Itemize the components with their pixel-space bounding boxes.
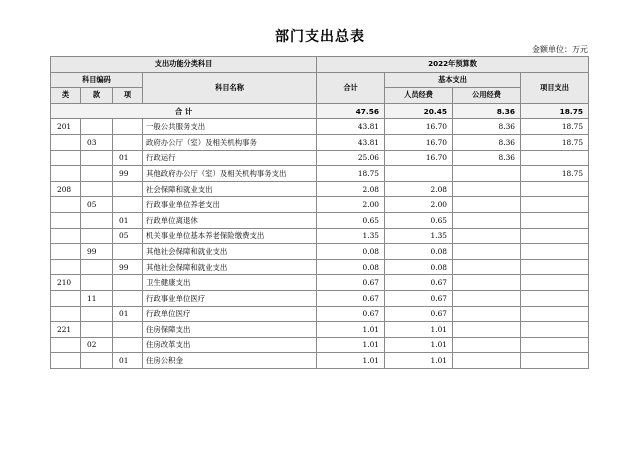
subject-name-cell: 其他社会保障和就业支出 <box>143 259 317 275</box>
public-cell <box>453 275 521 291</box>
kuan-cell: 02 <box>81 337 113 353</box>
subject-name-cell: 政府办公厅（室）及相关机构事务 <box>143 134 317 150</box>
project-cell <box>521 337 589 353</box>
lei-cell: 208 <box>51 181 81 197</box>
xiang-cell <box>113 322 143 338</box>
xiang-cell: 99 <box>113 259 143 275</box>
table-row <box>51 244 589 260</box>
personnel-cell: 2.00 <box>385 197 453 213</box>
personnel-cell: 0.65 <box>385 212 453 228</box>
project-cell: 18.75 <box>521 166 589 182</box>
total-row <box>51 103 589 119</box>
header-public: 公用经费 <box>453 88 521 104</box>
table-row <box>51 290 589 306</box>
subject-name-cell: 机关事业单位基本养老保险缴费支出 <box>143 228 317 244</box>
subject-name-cell: 其他社会保障和就业支出 <box>143 244 317 260</box>
kuan-cell <box>81 228 113 244</box>
project-cell <box>521 290 589 306</box>
header-subject-name: 科目名称 <box>143 72 317 103</box>
subject-name-cell: 行政单位离退休 <box>143 212 317 228</box>
total-cell: 43.81 <box>317 134 385 150</box>
public-cell: 8.36 <box>453 119 521 135</box>
kuan-cell <box>81 322 113 338</box>
personnel-cell: 1.01 <box>385 337 453 353</box>
public-cell <box>453 228 521 244</box>
personnel-cell: 2.08 <box>385 181 453 197</box>
table-row <box>51 197 589 213</box>
table-row <box>51 134 589 150</box>
header-basic: 基本支出 <box>385 72 521 88</box>
public-cell <box>453 337 521 353</box>
xiang-cell <box>113 337 143 353</box>
public-cell <box>453 166 521 182</box>
public-cell <box>453 290 521 306</box>
subject-name-cell: 住房公积金 <box>143 353 317 369</box>
personnel-cell: 1.35 <box>385 228 453 244</box>
xiang-cell <box>113 134 143 150</box>
subject-name-cell: 住房保障支出 <box>143 322 317 338</box>
header-budget-year: 2022年预算数 <box>317 57 589 73</box>
project-cell <box>521 306 589 322</box>
project-cell: 18.75 <box>521 134 589 150</box>
kuan-cell <box>81 119 113 135</box>
kuan-cell: 11 <box>81 290 113 306</box>
public-cell <box>453 181 521 197</box>
kuan-cell <box>81 306 113 322</box>
project-cell <box>521 212 589 228</box>
table-row <box>51 275 589 291</box>
lei-cell <box>51 244 81 260</box>
total-cell: 0.65 <box>317 212 385 228</box>
kuan-cell: 03 <box>81 134 113 150</box>
total-cell: 43.81 <box>317 119 385 135</box>
lei-cell: 221 <box>51 322 81 338</box>
xiang-cell: 01 <box>113 353 143 369</box>
table-row <box>51 353 589 369</box>
subject-name-cell: 行政运行 <box>143 150 317 166</box>
table-row <box>51 228 589 244</box>
project-cell <box>521 181 589 197</box>
public-cell: 8.36 <box>453 150 521 166</box>
lei-cell <box>51 259 81 275</box>
kuan-cell <box>81 212 113 228</box>
unit-label: 金额单位：万元 <box>532 45 588 54</box>
table-row <box>51 306 589 322</box>
lei-cell <box>51 306 81 322</box>
personnel-cell: 0.08 <box>385 259 453 275</box>
total-cell: 1.01 <box>317 322 385 338</box>
table-row <box>51 119 589 135</box>
personnel-cell: 0.67 <box>385 290 453 306</box>
project-cell: 18.75 <box>521 119 589 135</box>
personnel-cell: 1.01 <box>385 353 453 369</box>
kuan-cell <box>81 166 113 182</box>
public-cell <box>453 353 521 369</box>
table-row <box>51 212 589 228</box>
header-xiang: 项 <box>113 88 143 104</box>
subject-name-cell: 行政事业单位养老支出 <box>143 197 317 213</box>
xiang-cell <box>113 244 143 260</box>
xiang-cell: 99 <box>113 166 143 182</box>
lei-cell <box>51 353 81 369</box>
public-cell <box>453 197 521 213</box>
xiang-cell: 05 <box>113 228 143 244</box>
public-cell <box>453 322 521 338</box>
personnel-cell <box>385 166 453 182</box>
kuan-cell: 99 <box>81 244 113 260</box>
xiang-cell <box>113 119 143 135</box>
header-subject-code: 科目编码 <box>51 72 143 88</box>
public-cell <box>453 306 521 322</box>
public-cell <box>453 244 521 260</box>
project-cell <box>521 353 589 369</box>
lei-cell <box>51 212 81 228</box>
table-row <box>51 259 589 275</box>
table-row <box>51 166 589 182</box>
total-cell: 1.01 <box>317 353 385 369</box>
total-cell: 0.67 <box>317 306 385 322</box>
total-cell: 1.01 <box>317 337 385 353</box>
lei-cell <box>51 290 81 306</box>
project-cell <box>521 150 589 166</box>
personnel-cell: 16.70 <box>385 119 453 135</box>
personnel-cell: 16.70 <box>385 134 453 150</box>
subject-name-cell: 行政单位医疗 <box>143 306 317 322</box>
lei-cell <box>51 197 81 213</box>
subject-name-cell: 一般公共服务支出 <box>143 119 317 135</box>
lei-cell <box>51 228 81 244</box>
xiang-cell <box>113 197 143 213</box>
project-cell <box>521 322 589 338</box>
total-cell: 2.00 <box>317 197 385 213</box>
xiang-cell: 01 <box>113 212 143 228</box>
project-cell <box>521 197 589 213</box>
table-row <box>51 150 589 166</box>
total-cell: 0.08 <box>317 259 385 275</box>
lei-cell <box>51 337 81 353</box>
personnel-cell: 1.01 <box>385 322 453 338</box>
subject-name-cell: 住房改革支出 <box>143 337 317 353</box>
lei-cell <box>51 134 81 150</box>
table-row <box>51 181 589 197</box>
project-cell <box>521 228 589 244</box>
xiang-cell <box>113 275 143 291</box>
total-cell: 1.35 <box>317 228 385 244</box>
xiang-cell: 01 <box>113 150 143 166</box>
total-public-cell: 8.36 <box>453 103 521 119</box>
personnel-cell: 0.67 <box>385 306 453 322</box>
header-total: 合计 <box>317 72 385 103</box>
public-cell <box>453 212 521 228</box>
table-row <box>51 337 589 353</box>
xiang-cell <box>113 181 143 197</box>
lei-cell <box>51 166 81 182</box>
total-label: 合 计 <box>51 103 317 119</box>
kuan-cell: 05 <box>81 197 113 213</box>
public-cell: 8.36 <box>453 134 521 150</box>
public-cell <box>453 259 521 275</box>
page-title: 部门支出总表 <box>275 29 365 45</box>
lei-cell: 201 <box>51 119 81 135</box>
total-cell: 47.56 <box>317 103 385 119</box>
project-cell <box>521 244 589 260</box>
header-project: 项目支出 <box>521 72 589 103</box>
kuan-cell <box>81 150 113 166</box>
personnel-cell: 16.70 <box>385 150 453 166</box>
subject-name-cell: 行政事业单位医疗 <box>143 290 317 306</box>
kuan-cell <box>81 275 113 291</box>
lei-cell <box>51 150 81 166</box>
xiang-cell <box>113 290 143 306</box>
kuan-cell <box>81 353 113 369</box>
total-cell: 18.75 <box>317 166 385 182</box>
table-row <box>51 322 589 338</box>
header-personnel: 人员经费 <box>385 88 453 104</box>
xiang-cell: 01 <box>113 306 143 322</box>
project-cell <box>521 259 589 275</box>
total-cell: 2.08 <box>317 181 385 197</box>
total-cell: 0.08 <box>317 244 385 260</box>
subject-name-cell: 社会保障和就业支出 <box>143 181 317 197</box>
total-project-cell: 18.75 <box>521 103 589 119</box>
header-kuan: 款 <box>81 88 113 104</box>
kuan-cell <box>81 181 113 197</box>
total-cell: 0.67 <box>317 290 385 306</box>
total-cell: 25.06 <box>317 150 385 166</box>
total-cell: 0.67 <box>317 275 385 291</box>
subject-name-cell: 卫生健康支出 <box>143 275 317 291</box>
lei-cell: 210 <box>51 275 81 291</box>
project-cell <box>521 275 589 291</box>
total-personnel-cell: 20.45 <box>385 103 453 119</box>
header-func-class: 支出功能分类科目 <box>51 57 317 73</box>
subject-name-cell: 其他政府办公厅（室）及相关机构事务支出 <box>143 166 317 182</box>
personnel-cell: 0.08 <box>385 244 453 260</box>
personnel-cell: 0.67 <box>385 275 453 291</box>
header-lei: 类 <box>51 88 81 104</box>
kuan-cell <box>81 259 113 275</box>
expenditure-table <box>50 56 589 369</box>
